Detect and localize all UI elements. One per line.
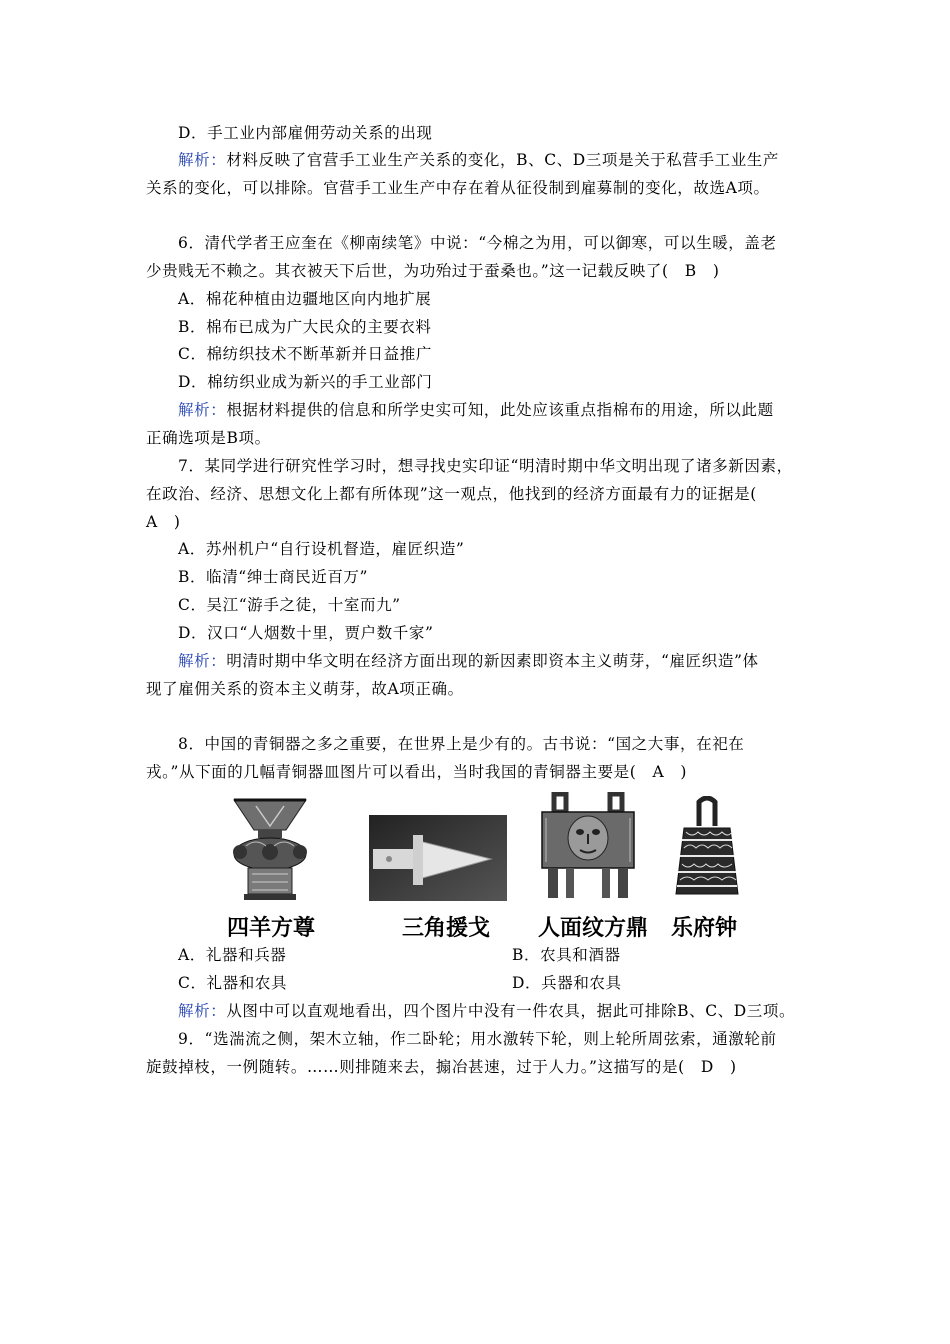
q7-answer: A ) [146, 513, 181, 531]
q6-option-d: D．棉纺织业成为新兴的手工业部门 [178, 373, 433, 391]
q6-stem: 6．清代学者王应奎在《柳南续笔》中说：“今棉之为用，可以御寒，可以生暖，盖老 [178, 234, 777, 252]
q7-option-d: D．汉口“人烟数十里，贾户数千家” [178, 624, 434, 642]
q9-stem: 9．“选湍流之侧，架木立轴，作二卧轮；用水激转下轮，则上轮所周弦索，通激轮前 [178, 1030, 777, 1048]
analysis-text: 材料反映了官营手工业生产关系的变化，B、C、D三项是关于私营手工业生产 [226, 151, 779, 169]
q6-option-c: C．棉纺织技术不断革新并日益推广 [178, 345, 432, 363]
q6-analysis [178, 399, 774, 421]
q6-option-b: B．棉布已成为广大民众的主要衣料 [178, 318, 432, 336]
q7-stem-cont: 在政治、经济、思想文化上都有所体现”这一观点，他找到的经济方面最有力的证据是( [146, 485, 757, 503]
zun-vessel-image [226, 796, 314, 902]
q8-option-c: C．礼器和农具 [178, 974, 288, 992]
q5-analysis [178, 149, 779, 171]
analysis-label: 解析： [178, 401, 227, 419]
ge-dagger-image [369, 815, 507, 901]
q7-option-c: C．吴江“游手之徒，十室而九” [178, 596, 401, 614]
q7-option-a: A．苏州机户“自行设机督造，雇匠织造” [178, 540, 465, 558]
q6-stem-cont: 少贵贱无不赖之。其衣被天下后世，为功殆过于蚕桑也。”这一记载反映了( B ) [146, 262, 720, 280]
q8-stem: 8．中国的青铜器之多之重要，在世界上是少有的。古书说：“国之大事，在祀在 [178, 735, 745, 753]
q8-option-d: D．兵器和农具 [512, 974, 622, 992]
caption-ge: 三角援戈 [402, 916, 491, 941]
q7-option-b: B．临清“绅士商民近百万” [178, 568, 369, 586]
caption-bell: 乐府钟 [671, 916, 738, 941]
caption-zun: 四羊方尊 [227, 916, 316, 941]
q9-stem-cont: 旋鼓掉枝，一例随转。……则排随来去，搧冶甚速，过于人力。”这描写的是( D ) [146, 1058, 737, 1076]
analysis-text: 根据材料提供的信息和所学史实可知，此处应该重点指棉布的用途，所以此题 [226, 401, 774, 419]
analysis-text: 从图中可以直观地看出，四个图片中没有一件农具，据此可排除B、C、D三项。 [226, 1002, 796, 1020]
analysis-label: 解析： [178, 151, 227, 169]
q8-option-b: B．农具和酒器 [512, 946, 621, 964]
q6-option-a: A．棉花种植由边疆地区向内地扩展 [178, 290, 432, 308]
q8-option-a: A．礼器和兵器 [178, 946, 287, 964]
q8-stem-cont: 戎。”从下面的几幅青铜器皿图片可以看出，当时我国的青铜器主要是( A ) [146, 763, 688, 781]
analysis-text: 明清时期中华文明在经济方面出现的新因素即资本主义萌芽，“雇匠织造”体 [226, 652, 759, 670]
q6-analysis-cont: 正确选项是B项。 [146, 429, 271, 447]
bell-image [672, 796, 742, 902]
q7-analysis-cont: 现了雇佣关系的资本主义萌芽，故A项正确。 [146, 680, 464, 698]
analysis-label: 解析： [178, 1002, 227, 1020]
q5-analysis-cont: 关系的变化，可以排除。官营手工业生产中存在着从征役制到雇募制的变化，故选A项。 [146, 179, 770, 197]
analysis-label: 解析： [178, 652, 227, 670]
q8-analysis [178, 1000, 795, 1022]
q5-option-d: D．手工业内部雇佣劳动关系的出现 [178, 124, 433, 142]
q7-analysis [178, 650, 759, 672]
ding-cauldron-image [536, 792, 640, 902]
caption-ding: 人面纹方鼎 [538, 916, 649, 941]
q7-stem: 7．某同学进行研究性学习时，想寻找史实印证“明清时期中华文明出现了诸多新因素， [178, 457, 793, 475]
